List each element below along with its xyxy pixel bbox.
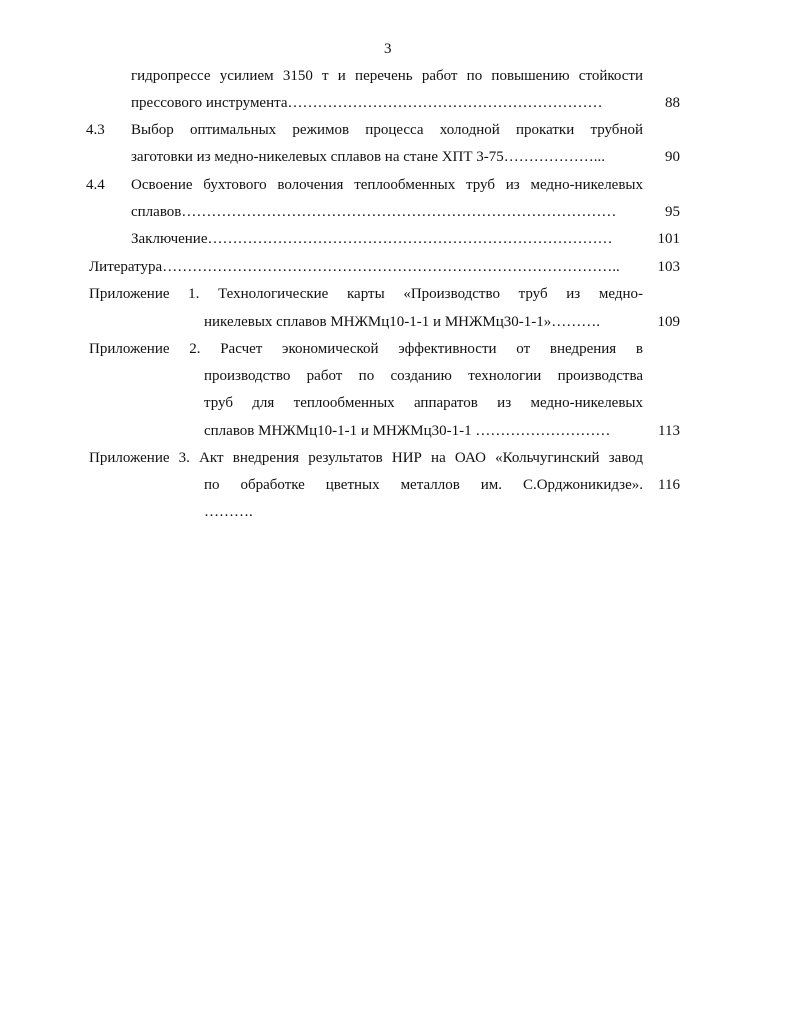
toc-entry-page: 113 <box>658 423 680 439</box>
toc-entry-page: 116 <box>658 477 680 493</box>
toc-entry-page: 95 <box>665 204 680 220</box>
toc-entry-text: Приложение 1. Технологические карты «Производство труб из медно- <box>89 286 643 302</box>
toc-entry-page: 88 <box>665 95 680 111</box>
toc-entry-text: сплавов…………………………………………………………………………… <box>131 204 617 220</box>
toc-entry-page: 103 <box>657 259 680 275</box>
toc-entry-text: труб для теплообменных аппаратов из медно-никелевых <box>204 395 643 411</box>
toc-entry-number: 4.4 <box>86 177 105 193</box>
toc-entry-page: 101 <box>657 231 680 247</box>
toc-entry-text: ………. <box>204 504 253 520</box>
toc-entry-text: никелевых сплавов МНЖМц10-1-1 и МНЖМц30-1-1»………. <box>204 314 601 330</box>
toc-entry-text: по обработке цветных металлов им. С.Орджоникидзе». <box>204 477 643 493</box>
toc-entry-text: Приложение 3. Акт внедрения результатов НИР на ОАО «Кольчугинский завод <box>89 450 643 466</box>
toc-entry-text: заготовки из медно-никелевых сплавов на стане ХПТ 3-75………………... <box>131 149 606 165</box>
toc-entry-page: 109 <box>657 314 680 330</box>
toc-entry-text: прессового инструмента……………………………………………………… <box>131 95 603 111</box>
toc-entry-text: Освоение бухтового волочения теплообменных труб из медно-никелевых <box>131 177 643 193</box>
toc-entry-text: гидропрессе усилием 3150 т и перечень работ по повышению стойкости <box>131 68 643 84</box>
toc-entry-page: 90 <box>665 149 680 165</box>
page-number: 3 <box>384 41 392 57</box>
toc-entry-text: Приложение 2. Расчет экономической эффективности от внедрения в <box>89 341 643 357</box>
toc-entry-number: 4.3 <box>86 122 105 138</box>
toc-entry-text: Заключение……………………………………………………………………… <box>131 231 613 247</box>
toc-entry-text: производство работ по созданию технологии производства <box>204 368 643 384</box>
toc-entry-text: сплавов МНЖМц10-1-1 и МНЖМц30-1-1 ……………………… <box>204 423 611 439</box>
toc-entry-text: Выбор оптимальных режимов процесса холодной прокатки трубной <box>131 122 643 138</box>
toc-entry-text: Литература……………………………………………………………………………….. <box>89 259 620 275</box>
